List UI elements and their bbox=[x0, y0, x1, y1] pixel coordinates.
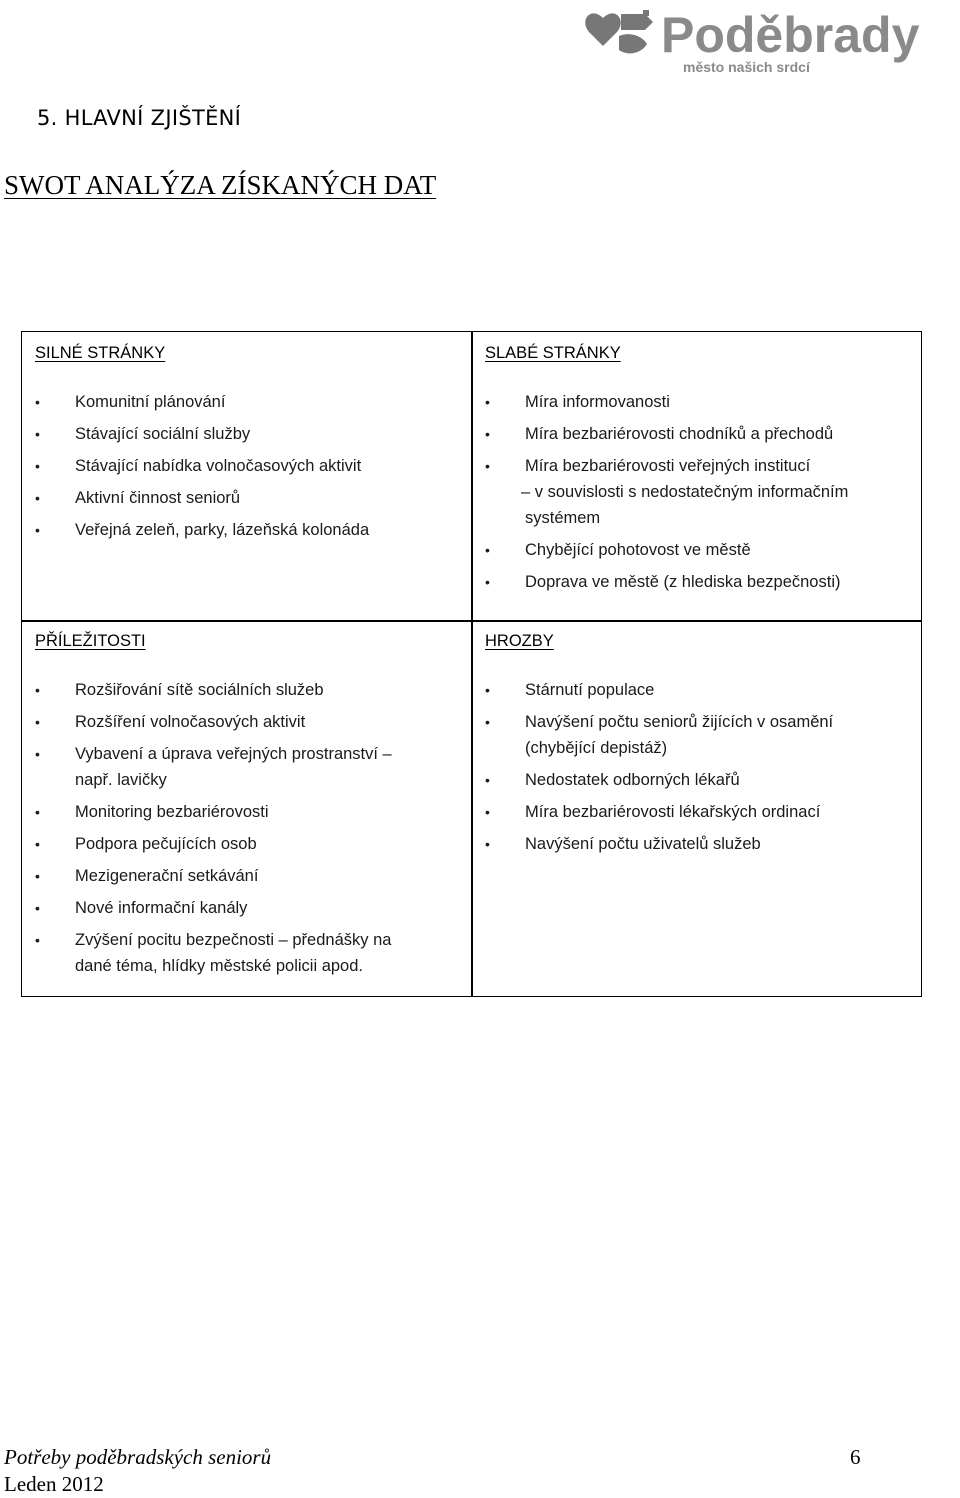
list-item: • Monitoring bezbariérovosti bbox=[35, 803, 269, 821]
list-item: • Komunitní plánování bbox=[35, 393, 226, 411]
list-item: • Míra informovanosti bbox=[485, 393, 670, 411]
list-item: • Veřejná zeleň, parky, lázeňská kolonáda bbox=[35, 521, 370, 539]
list-item-cont: (chybějící depistáž) bbox=[525, 739, 668, 757]
list-item: • Navýšení počtu seniorů žijících v osamění bbox=[485, 713, 834, 731]
strengths-cell bbox=[35, 342, 455, 549]
list-item: • Míra bezbariérovosti veřejných institucí bbox=[485, 457, 811, 475]
footer-doc-title: Potřeby poděbradských seniorů bbox=[4, 1445, 272, 1469]
list-item: • Stávající sociální služby bbox=[35, 425, 251, 443]
section-heading: 5. HLAVNÍ ZJIŠTĚNÍ bbox=[37, 106, 242, 130]
list-item: • Rozšiřování sítě sociálních služeb bbox=[35, 681, 324, 699]
list-item-note: – v souvislosti s nedostatečným informačním bbox=[521, 483, 849, 501]
list-item: • Vybavení a úprava veřejných prostranství – bbox=[35, 745, 392, 763]
list-item: • Doprava ve městě (z hlediska bezpečnosti) bbox=[485, 573, 841, 591]
threats-cell bbox=[485, 630, 905, 863]
heart-icon bbox=[585, 10, 653, 53]
list-item-note-cont: systémem bbox=[525, 509, 601, 527]
weaknesses-cell bbox=[485, 342, 905, 601]
grid-divider-vertical bbox=[471, 332, 473, 996]
list-item: • Stávající nabídka volnočasových aktivit bbox=[35, 457, 362, 475]
list-item: • Navýšení počtu uživatelů služeb bbox=[485, 835, 761, 853]
list-item: • Mezigenerační setkávání bbox=[35, 867, 259, 885]
list-item: • Nové informační kanály bbox=[35, 899, 248, 917]
list-item: • Nedostatek odborných lékařů bbox=[485, 771, 740, 789]
list-item: • Chybějící pohotovost ve městě bbox=[485, 541, 751, 559]
list-item: • Podpora pečujících osob bbox=[35, 835, 257, 853]
list-item: • Stárnutí populace bbox=[485, 681, 655, 699]
list-item: • Míra bezbariérovosti lékařských ordinací bbox=[485, 803, 821, 821]
list-item: • Zvýšení pocitu bezpečnosti – přednášky na bbox=[35, 931, 392, 949]
footer-date: Leden 2012 bbox=[4, 1472, 104, 1496]
strengths-title: SILNÉ STRÁNKY bbox=[35, 344, 166, 362]
swot-title: SWOT ANALÝZA ZÍSKANÝCH DAT bbox=[4, 170, 437, 200]
opportunities-list bbox=[35, 677, 455, 979]
logo-wordmark: Poděbrady bbox=[661, 7, 920, 63]
city-logo bbox=[583, 0, 959, 78]
swot-grid bbox=[21, 331, 922, 997]
opportunities-title: PŘÍLEŽITOSTI bbox=[35, 632, 146, 650]
list-item-cont: např. lavičky bbox=[75, 771, 167, 789]
threats-list bbox=[485, 677, 905, 857]
threats-title: HROZBY bbox=[485, 632, 554, 650]
list-item-cont: dané téma, hlídky městské policii apod. bbox=[75, 957, 363, 975]
page-number: 6 bbox=[850, 1445, 861, 1469]
list-item: • Aktivní činnost seniorů bbox=[35, 489, 241, 507]
strengths-list bbox=[35, 389, 455, 543]
footer bbox=[4, 1444, 271, 1498]
opportunities-cell bbox=[35, 630, 455, 985]
weaknesses-title: SLABÉ STRÁNKY bbox=[485, 344, 621, 362]
list-item: • Míra bezbariérovosti chodníků a přechodů bbox=[485, 425, 834, 443]
weaknesses-list bbox=[485, 389, 905, 595]
list-item: • Rozšíření volnočasových aktivit bbox=[35, 713, 306, 731]
grid-divider-horizontal bbox=[22, 620, 921, 622]
logo-tagline: město našich srdcí bbox=[683, 59, 810, 75]
